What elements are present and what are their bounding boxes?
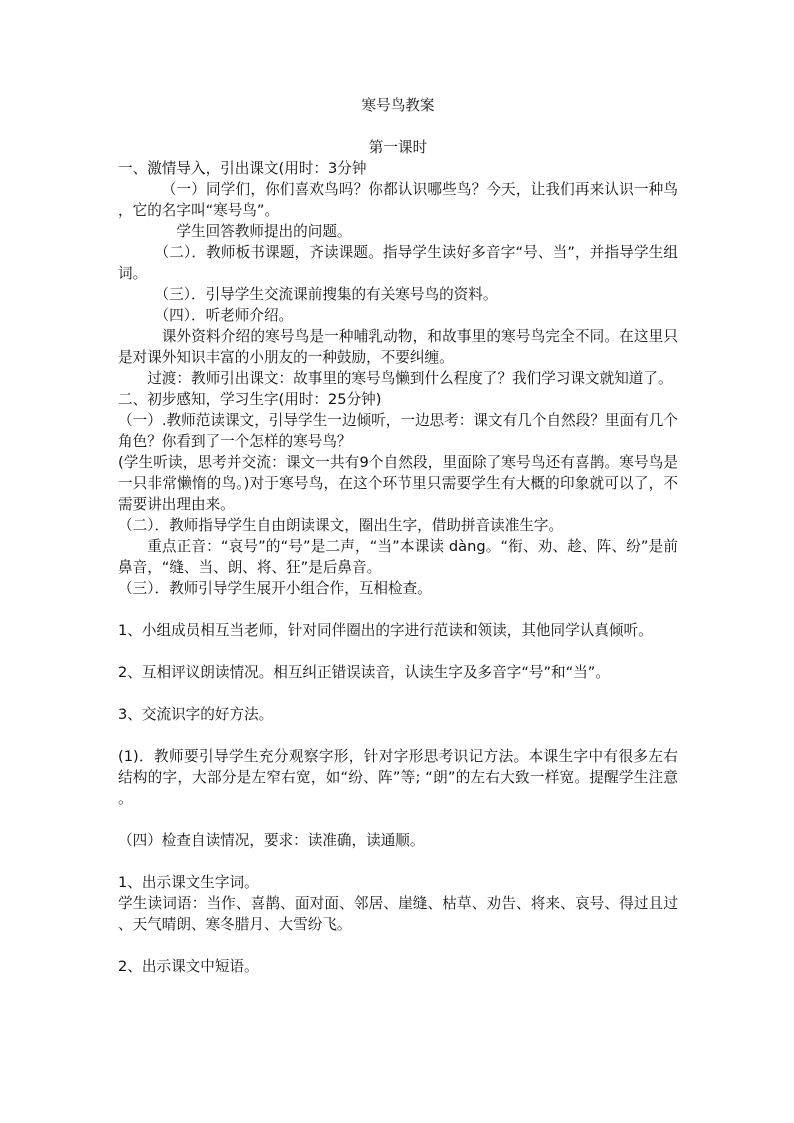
lesson-period-heading: 第一课时	[368, 139, 428, 156]
list-item: 2、出示课文中短语。	[118, 958, 259, 975]
list-item: 1、小组成员相互当老师，针对同伴圈出的字进行范读和领读，其他同学认真倾听。	[118, 622, 653, 639]
section-heading: 一、激情导入，引出课文(用时：3分钟	[118, 160, 367, 177]
paragraph: (1)．教师要引导学生充分观察字形，针对字形思考识记方法。本课生字中有很多左右结构的字，大部分是左窄右宽，如“纷、阵”等; “朗”的左右大致一样宽。提醒学生注意。	[118, 748, 678, 807]
list-item: 1、出示课文生字词。	[118, 874, 259, 891]
paragraph: （四）．听老师介绍。	[154, 307, 294, 324]
paragraph: （一）.教师范读课文，引导学生一边倾听，一边思考：课文有几个自然段？里面有几个角色？你看到了一个怎样的寒号鸟？	[118, 412, 678, 450]
paragraph: 课外资料介绍的寒号鸟是一种哺乳动物，和故事里的寒号鸟完全不同。在这里只是对课外知识丰富的小朋友的一种鼓励，不要纠缠。	[118, 328, 678, 366]
paragraph: 学生回答教师提出的问题。	[176, 223, 352, 240]
paragraph: 过渡：教师引出课文：故事里的寒号鸟懒到什么程度了？我们学习课文就知道了。	[147, 370, 673, 387]
document-title: 寒号鸟教案	[361, 97, 435, 114]
paragraph: （二）．教师指导学生自由朗读课文，圈出生字，借助拼音读准生字。	[118, 517, 564, 534]
paragraph: 重点正音：“哀号”的“号”是二声，“当”本课读 dàng。“衔、劝、趁、阵、纷”是前鼻音，“缝、当、朗、将、狂”是后鼻音。	[118, 538, 678, 576]
paragraph: （二）．教师板书课题，齐读课题。指导学生读好多音字“号、当”，并指导学生组词。	[118, 244, 678, 282]
section-heading: 二、初步感知，学习生字(用时：25分钟)	[118, 391, 382, 408]
paragraph: （四）检查自读情况，要求：读准确，读通顺。	[118, 832, 425, 849]
paragraph: (学生听读，思考并交流：课文一共有9个自然段，里面除了寒号鸟还有喜鹊。寒号鸟是一只非常懒惰的鸟。)对于寒号鸟，在这个环节里只需要学生有大概的印象就可以了，不需要讲出理由来。	[118, 454, 678, 513]
paragraph: （三）．教师引导学生展开小组合作，互相检查。	[118, 580, 432, 597]
list-item: 3、交流识字的好方法。	[118, 706, 274, 723]
paragraph: （三）．引导学生交流课前搜集的有关寒号鸟的资料。	[154, 286, 498, 303]
paragraph: （一）同学们，你们喜欢鸟吗？你都认识哪些鸟？今天，让我们再来认识一种鸟，它的名字叫“寒号鸟”。	[118, 181, 678, 219]
list-item: 2、互相评议朗读情况。相互纠正错误读音，认读生字及多音字“号”和“当”。	[118, 664, 610, 681]
paragraph: 学生读词语：当作、喜鹊、面对面、邻居、崖缝、枯草、劝告、将来、哀号、得过且过、天气晴朗、寒冬腊月、大雪纷飞。	[118, 895, 678, 933]
document-body	[118, 158, 678, 977]
